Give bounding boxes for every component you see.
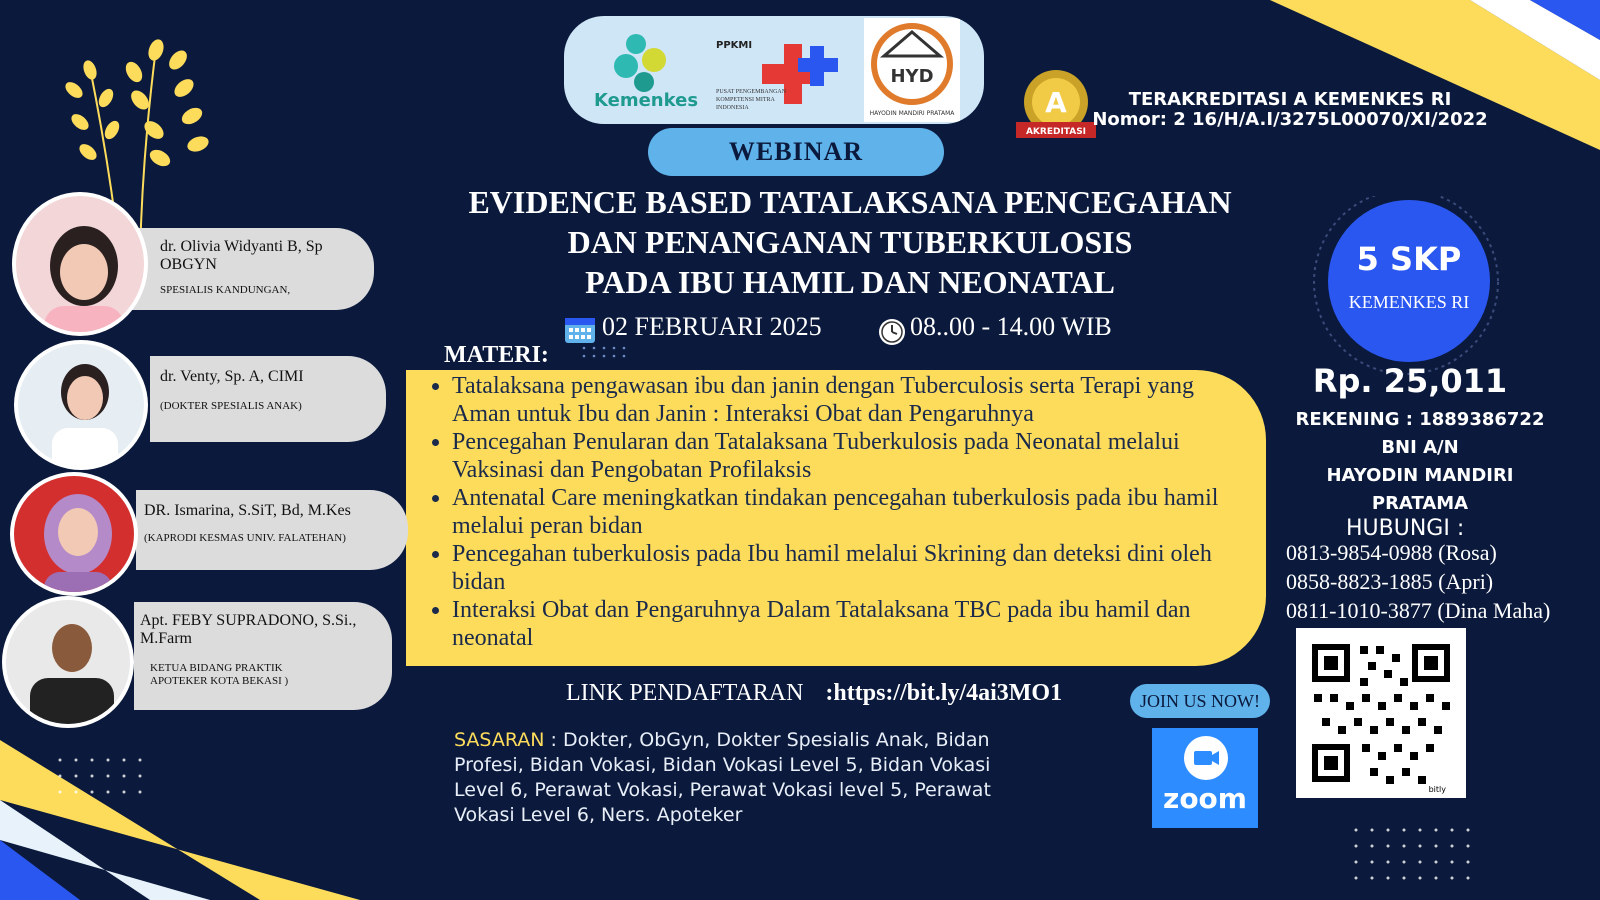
speaker-card (134, 602, 392, 710)
price: Rp. 25,011 (1312, 362, 1508, 400)
accreditation-line1: TERAKREDITASI A KEMENKES RI (1128, 89, 1452, 110)
calendar-icon (564, 314, 596, 344)
speaker-role: (DOKTER SPESIALIS ANAK) (160, 400, 302, 412)
bank-name: BNI A/N (1381, 437, 1459, 458)
registration-line (566, 680, 1062, 707)
event-date: 02 FEBRUARI 2025 (602, 312, 822, 341)
speaker-photo (2, 596, 134, 728)
accreditation-text (1090, 90, 1490, 130)
speaker-card (130, 228, 374, 310)
speaker-role: KETUA BIDANG PRAKTIK APOTEKER KOTA BEKASI ) (150, 662, 289, 687)
hayodin-logo-text: HAYODIN MANDIRI PRATAMA (869, 110, 955, 117)
speaker-photo (14, 340, 148, 470)
account-holder: HAYODIN MANDIRI (1326, 465, 1514, 486)
qr-code (1296, 628, 1466, 798)
hayodin-logo (864, 18, 960, 122)
title-line: PADA IBU HAMIL DAN NEONATAL (585, 264, 1115, 300)
contact-phone: 0811-1010-3877 (Dina Maha) (1286, 598, 1551, 623)
speaker-name: dr. Olivia Widyanti B, Sp OBGYN (160, 238, 323, 273)
materi-list (406, 370, 1266, 652)
hayodin-mark: HYD (890, 66, 934, 87)
qr-code-icon (1296, 628, 1466, 798)
bank-account: REKENING : 1889386722 (1295, 409, 1545, 430)
video-camera-icon (1182, 736, 1232, 782)
hayodin-emblem-icon (870, 22, 954, 106)
speaker-name: DR. Ismarina, S.SiT, Bd, M.Kes (144, 502, 351, 519)
qr-caption: bitly (1428, 785, 1446, 794)
materi-item: • Antenatal Care meningkatkan tindakan pencegahan tuberkulosis pada ibu hamil melalui peran bidan (452, 484, 1246, 540)
materi-label: MATERI: (444, 342, 549, 368)
registration-link[interactable]: :https://bit.ly/4ai3MO1 (825, 680, 1063, 706)
title-line: DAN PENANGANAN TUBERKULOSIS (567, 224, 1133, 260)
materi-item: • Tatalaksana pengawasan ibu dan janin dengan Tuberculosis serta Terapi yang Aman untuk Ibu dan Janin : Interaksi Obat dan Pengaruhnya (452, 372, 1246, 428)
contact-label: HUBUNGI : (1346, 516, 1465, 541)
registration-label: LINK PENDAFTARAN (566, 680, 804, 706)
ppkmi-subtitle: PUSAT PENGEMBANGAN KOMPETENSI MITRA INDONESIA (716, 89, 787, 111)
contact-list (1286, 538, 1550, 625)
accreditation-number: Nomor: 2 16/H/A.I/3275L00070/XI/2022 (1092, 109, 1488, 130)
materi-item: • Interaksi Obat dan Pengaruhnya Dalam Tatalaksana TBC pada ibu hamil dan neonatal (452, 596, 1246, 652)
speaker-photo (10, 472, 138, 596)
speaker-role: SPESIALIS KANDUNGAN, (160, 284, 291, 296)
kemenkes-logo-text: Kemenkes (594, 90, 699, 111)
badge-letter: A (1045, 86, 1067, 119)
speaker-name: dr. Venty, Sp. A, CIMI (160, 368, 304, 385)
speaker-card (136, 490, 408, 570)
target-audience (454, 728, 1034, 828)
badge-ribbon-text: AKREDITASI (1025, 127, 1087, 137)
bank-info (1290, 406, 1550, 518)
skp-badge (1328, 200, 1490, 362)
target-audience-text: : Dokter, ObGyn, Dokter Spesialis Anak, Bidan Profesi, Bidan Vokasi, Bidan Vokasi Level 5, Bidan Vokasi Level 6, Perawat Vokasi, Perawat Vokasi level 5, Perawat Vokasi Level 6, Ners. Apoteker (454, 729, 991, 826)
webinar-badge: WEBINAR (648, 128, 944, 176)
speaker-name: Apt. FEBY SUPRADONO, S.Si., M.Farm (140, 612, 357, 647)
skp-value: 5 SKP (1356, 240, 1462, 278)
account-holder: PRATAMA (1371, 493, 1469, 514)
materi-item: • Pencegahan tuberkulosis pada Ibu hamil melalui Skrining dan deteksi dini oleh bidan (452, 540, 1246, 596)
clock-icon (878, 318, 906, 346)
join-button[interactable]: JOIN US NOW! (1130, 684, 1270, 718)
speaker-card (150, 356, 386, 442)
contact-phone: 0858-8823-1885 (Apri) (1286, 569, 1494, 594)
materi-panel (406, 370, 1266, 666)
materi-item: • Pencegahan Penularan dan Tatalaksana Tuberkulosis pada Neonatal melalui Vaksinasi dan Pengobatan Profilaksis (452, 428, 1246, 484)
ppkmi-logo-text: PPKMI (716, 40, 753, 51)
speaker-photo (12, 192, 148, 336)
zoom-logo (1152, 728, 1258, 828)
ppkmi-logo (714, 30, 854, 120)
target-audience-label: SASARAN (454, 729, 545, 751)
zoom-text: zoom (1163, 782, 1247, 815)
event-title (440, 182, 1260, 302)
title-line: EVIDENCE BASED TATALAKSANA PENCEGAHAN (468, 184, 1232, 220)
partner-logos (564, 16, 984, 124)
skp-organization: KEMENKES RI (1348, 292, 1470, 312)
contact-phone: 0813-9854-0988 (Rosa) (1286, 540, 1497, 565)
speaker-role: (KAPRODI KESMAS UNIV. FALATEHAN) (144, 532, 346, 544)
event-time: 08..00 - 14.00 WIB (910, 312, 1112, 341)
